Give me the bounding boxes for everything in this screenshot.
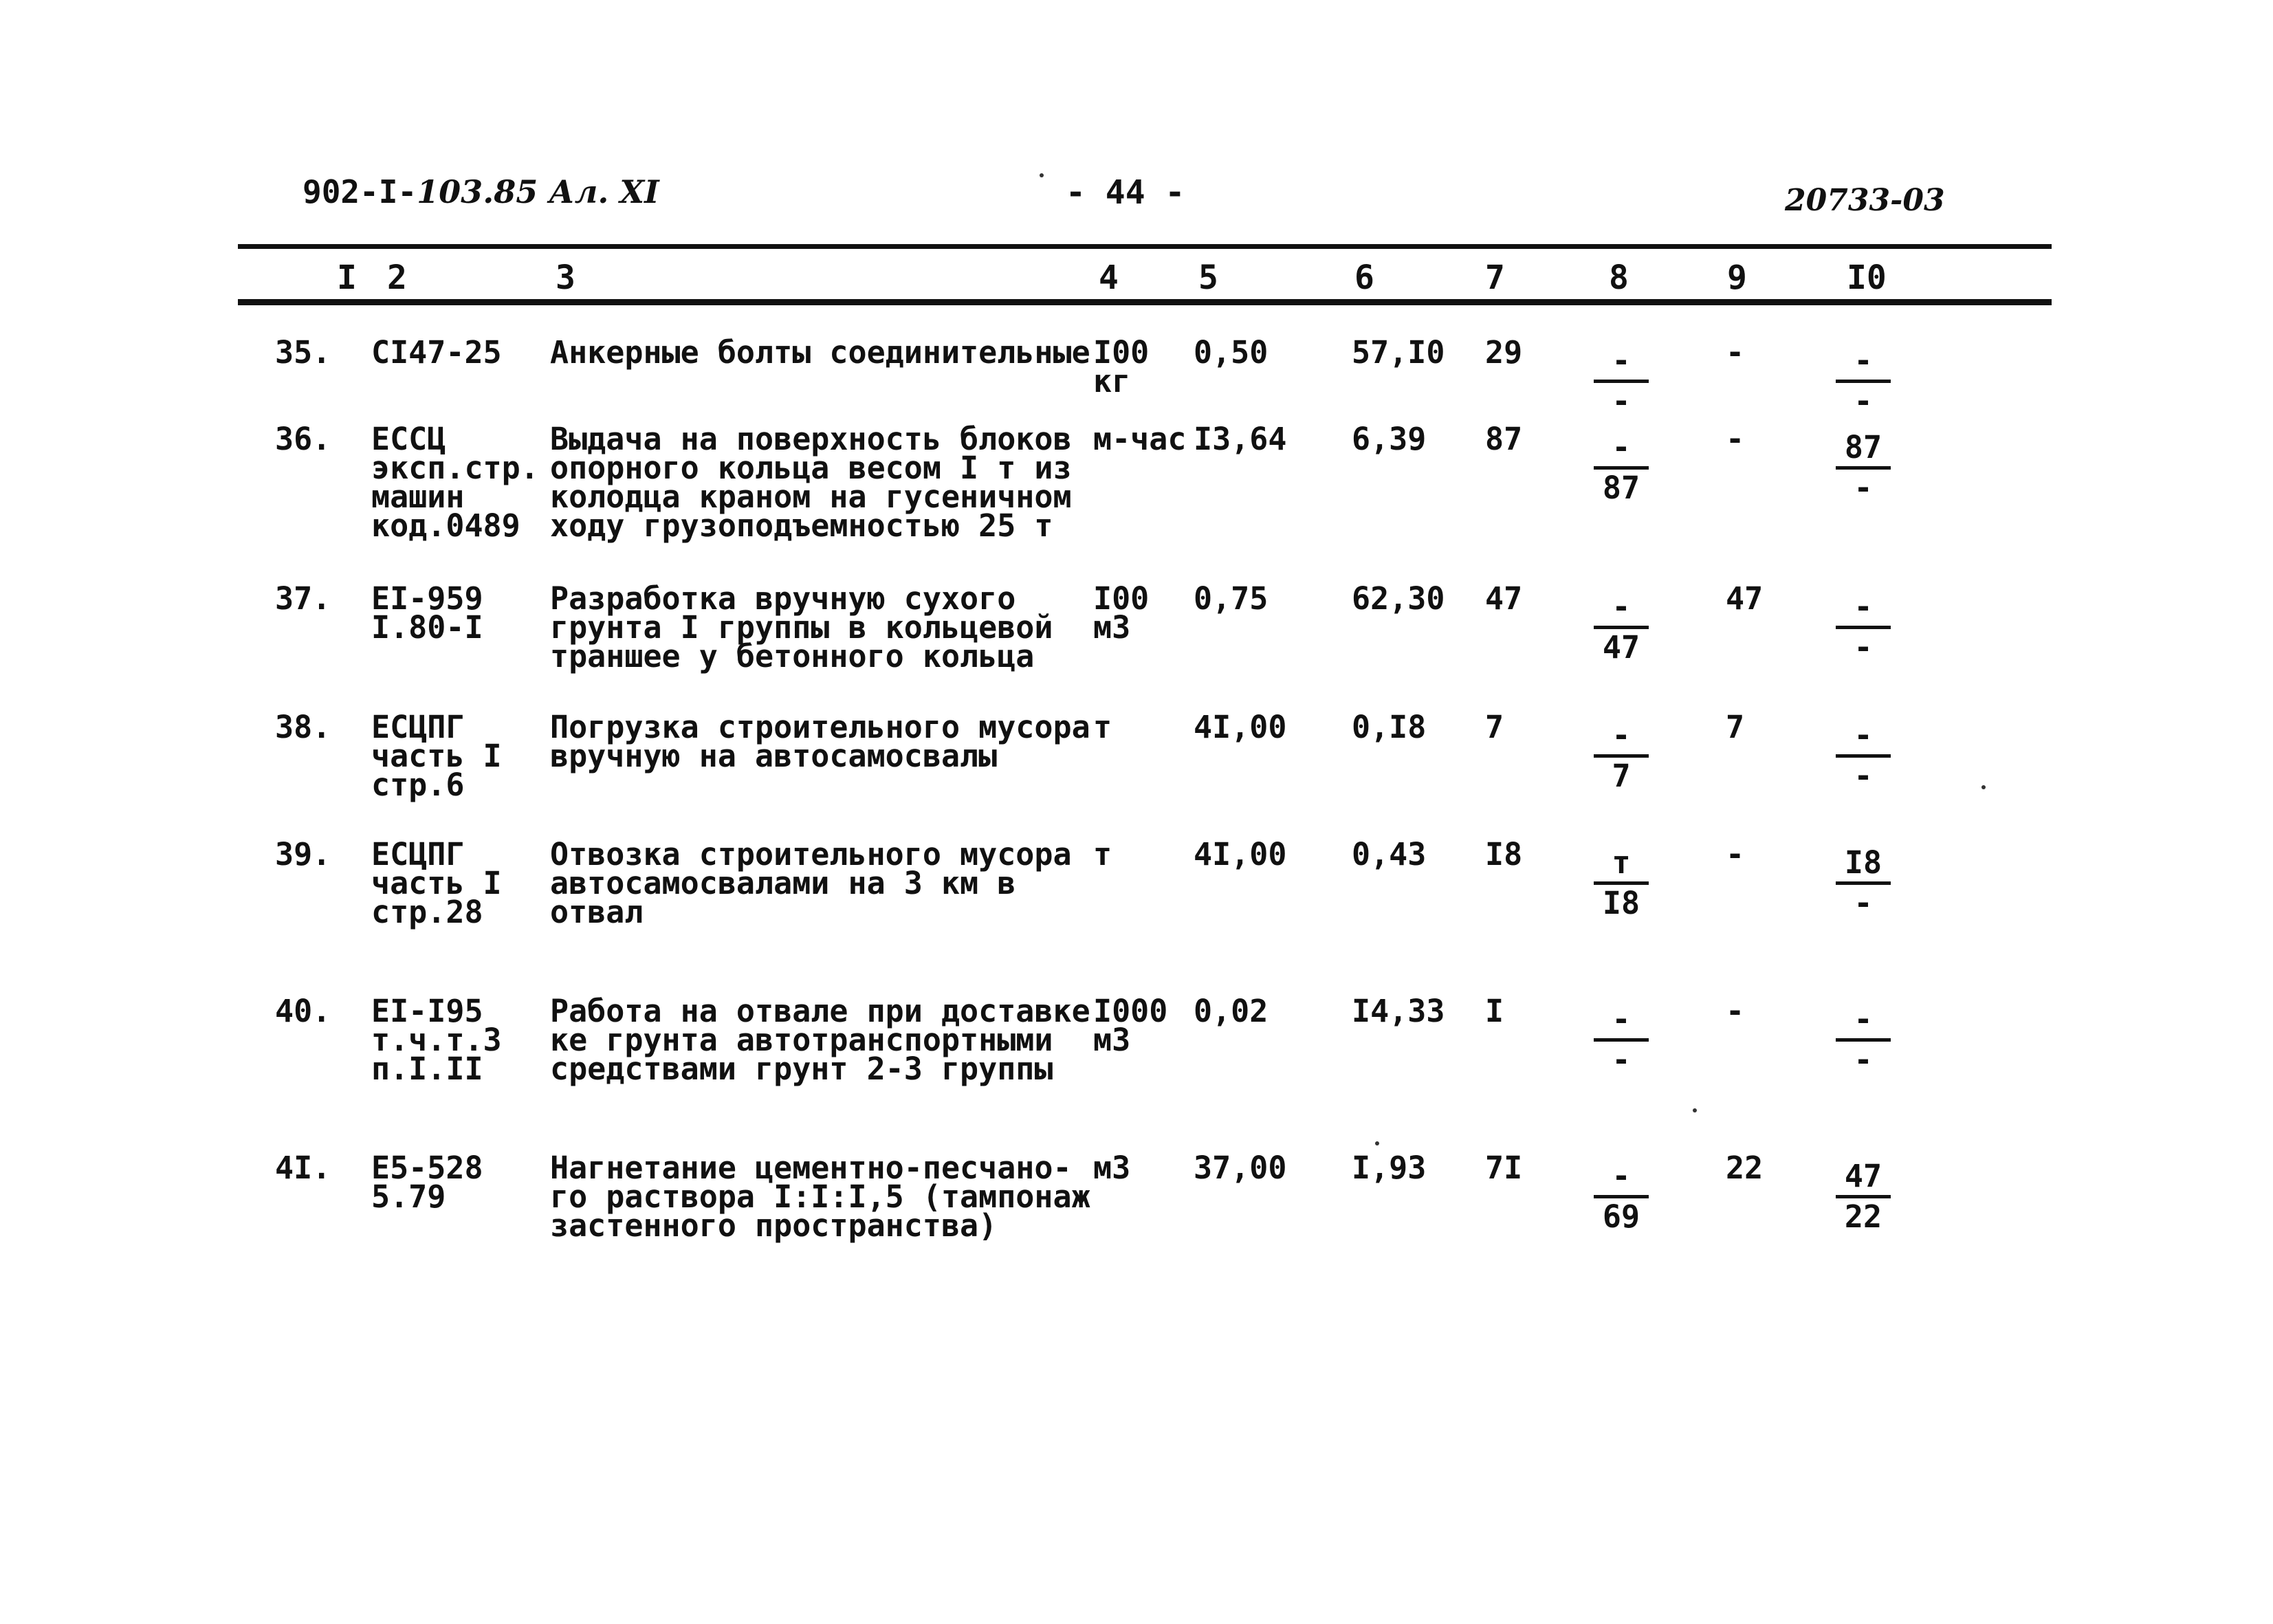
- column-8-fraction: [1594, 429, 1649, 506]
- fraction-denominator: -: [1854, 470, 1873, 506]
- column-10-fraction: [1836, 342, 1891, 419]
- column-number: 8: [1609, 259, 1629, 297]
- total-cost: 87: [1485, 421, 1523, 457]
- column-9-value: -: [1726, 421, 1745, 457]
- unit-price: 0,43: [1352, 836, 1427, 873]
- column-number: 9: [1727, 259, 1747, 297]
- row-number: 37.: [275, 580, 331, 617]
- sheet-code: 20733-03: [1785, 183, 1945, 218]
- column-9-value: -: [1726, 334, 1745, 371]
- fraction-denominator: 22: [1844, 1198, 1882, 1235]
- column-number: 5: [1198, 259, 1218, 297]
- fraction-denominator: I8: [1602, 885, 1640, 921]
- row-number: 39.: [275, 836, 331, 873]
- unit-price: 62,30: [1352, 580, 1445, 617]
- quantity: I3,64: [1194, 421, 1287, 457]
- unit-of-measure: I00 м3: [1093, 580, 1150, 646]
- column-10-fraction: [1836, 717, 1891, 794]
- table-top-rule: [238, 244, 2052, 249]
- column-8-fraction: [1594, 1001, 1649, 1078]
- fraction-denominator: -: [1612, 1042, 1631, 1078]
- document-code: [303, 173, 659, 210]
- fraction-denominator: -: [1854, 629, 1873, 666]
- norm-code: ЕССЦ эксп.стр. машин код.0489: [371, 421, 539, 544]
- total-cost: I: [1485, 993, 1504, 1029]
- work-description: Работа на отвале при доставке ке грунта автотранспортными средствами грунт 2-3 группы: [550, 993, 1090, 1087]
- fraction-numerator: -: [1612, 1001, 1631, 1038]
- column-number: 6: [1354, 259, 1374, 297]
- fraction-numerator: -: [1612, 342, 1631, 379]
- column-number: I0: [1847, 259, 1887, 297]
- total-cost: 7I: [1485, 1150, 1523, 1186]
- norm-code: EI-959 I.80-I: [371, 580, 483, 646]
- document-code-typed: 902-I-: [303, 173, 417, 210]
- quantity: 0,02: [1194, 993, 1269, 1029]
- fraction-numerator: -: [1854, 1001, 1873, 1038]
- row-number: 36.: [275, 421, 331, 457]
- unit-of-measure: т: [1093, 836, 1112, 873]
- column-number: I: [337, 259, 357, 297]
- fraction-numerator: -: [1612, 1158, 1631, 1194]
- unit-price: 6,39: [1352, 421, 1427, 457]
- total-cost: 29: [1485, 334, 1523, 371]
- column-8-fraction: [1594, 342, 1649, 419]
- norm-code: ЕСЦПГ часть I стр.6: [371, 709, 502, 803]
- unit-price: I4,33: [1352, 993, 1445, 1029]
- fraction-denominator: 69: [1602, 1198, 1640, 1235]
- work-description: Разработка вручную сухого грунта I группы в кольцевой траншее у бетонного кольца: [550, 580, 1053, 674]
- total-cost: 47: [1485, 580, 1523, 617]
- scan-speck: [1981, 785, 1986, 789]
- unit-of-measure: м-час: [1093, 421, 1187, 457]
- table-row: [0, 1150, 2273, 1291]
- column-8-fraction: [1594, 589, 1649, 666]
- column-number: 3: [556, 259, 575, 297]
- work-description: Выдача на поверхность блоков опорного кольца весом I т из колодца краном на гусеничном ходу грузоподъемностью 25 т: [550, 421, 1072, 544]
- quantity: 0,75: [1194, 580, 1269, 617]
- table-row: [0, 580, 2273, 722]
- fraction-denominator: -: [1854, 885, 1873, 921]
- fraction-denominator: -: [1854, 1042, 1873, 1078]
- row-number: 35.: [275, 334, 331, 371]
- norm-code: EI-I95 т.ч.т.3 п.I.II: [371, 993, 502, 1087]
- column-9-value: 47: [1726, 580, 1764, 617]
- fraction-denominator: 7: [1612, 758, 1631, 794]
- table-row: [0, 709, 2273, 851]
- fraction-numerator: -: [1612, 589, 1631, 625]
- quantity: 4I,00: [1194, 709, 1287, 745]
- column-10-fraction: [1836, 1158, 1891, 1235]
- table-row: [0, 421, 2273, 562]
- page-number: - 44 -: [1066, 173, 1185, 212]
- norm-code: CI47-25: [371, 334, 502, 371]
- unit-of-measure: I00 кг: [1093, 334, 1150, 399]
- row-number: 4I.: [275, 1150, 331, 1186]
- column-9-value: -: [1726, 993, 1745, 1029]
- total-cost: I8: [1485, 836, 1523, 873]
- norm-code: ЕСЦПГ часть I стр.28: [371, 836, 502, 930]
- fraction-numerator: 47: [1844, 1158, 1882, 1194]
- unit-price: 0,I8: [1352, 709, 1427, 745]
- fraction-numerator: I8: [1844, 844, 1882, 881]
- scan-speck: [1040, 173, 1044, 177]
- unit-price: 57,I0: [1352, 334, 1445, 371]
- fraction-numerator: -: [1854, 589, 1873, 625]
- fraction-numerator: т: [1612, 844, 1631, 881]
- fraction-numerator: -: [1854, 342, 1873, 379]
- work-description: Нагнетание цементно-песчано- го раствора I:I:I,5 (тампонаж застенного пространства): [550, 1150, 1090, 1244]
- column-9-value: -: [1726, 836, 1745, 873]
- unit-of-measure: м3: [1093, 1150, 1131, 1186]
- column-10-fraction: [1836, 1001, 1891, 1078]
- fraction-numerator: -: [1612, 717, 1631, 754]
- total-cost: 7: [1485, 709, 1504, 745]
- fraction-denominator: 87: [1602, 470, 1640, 506]
- fraction-numerator: -: [1612, 429, 1631, 465]
- fraction-numerator: 87: [1844, 429, 1882, 465]
- document-code-handwritten: 103.85 Ал. XI: [417, 173, 659, 210]
- row-number: 38.: [275, 709, 331, 745]
- column-8-fraction: [1594, 1158, 1649, 1235]
- row-number: 40.: [275, 993, 331, 1029]
- unit-of-measure: I000 м3: [1093, 993, 1168, 1058]
- column-number: 2: [387, 259, 407, 297]
- work-description: Погрузка строительного мусора вручную на автосамосвалы: [550, 709, 1090, 774]
- fraction-denominator: 47: [1602, 629, 1640, 666]
- table-header-rule: [238, 299, 2052, 305]
- norm-code: E5-528 5.79: [371, 1150, 483, 1215]
- column-10-fraction: [1836, 589, 1891, 666]
- unit-price: I,93: [1352, 1150, 1427, 1186]
- scan-speck: [1375, 1141, 1379, 1145]
- fraction-denominator: -: [1854, 758, 1873, 794]
- column-9-value: 22: [1726, 1150, 1764, 1186]
- table-row: [0, 993, 2273, 1134]
- scan-speck: [1693, 1108, 1697, 1112]
- quantity: 37,00: [1194, 1150, 1287, 1186]
- column-number: 4: [1099, 259, 1119, 297]
- column-10-fraction: [1836, 429, 1891, 506]
- column-10-fraction: [1836, 844, 1891, 921]
- column-9-value: 7: [1726, 709, 1745, 745]
- column-number: 7: [1485, 259, 1505, 297]
- unit-of-measure: т: [1093, 709, 1112, 745]
- work-description: Отвозка строительного мусора автосамосвалами на 3 км в отвал: [550, 836, 1072, 930]
- quantity: 4I,00: [1194, 836, 1287, 873]
- table-row: [0, 836, 2273, 978]
- fraction-numerator: -: [1854, 717, 1873, 754]
- fraction-denominator: -: [1854, 383, 1873, 419]
- quantity: 0,50: [1194, 334, 1269, 371]
- work-description: Анкерные болты соединительные: [550, 334, 1090, 371]
- column-8-fraction: [1594, 717, 1649, 794]
- fraction-denominator: -: [1612, 383, 1631, 419]
- column-8-fraction: [1594, 844, 1649, 921]
